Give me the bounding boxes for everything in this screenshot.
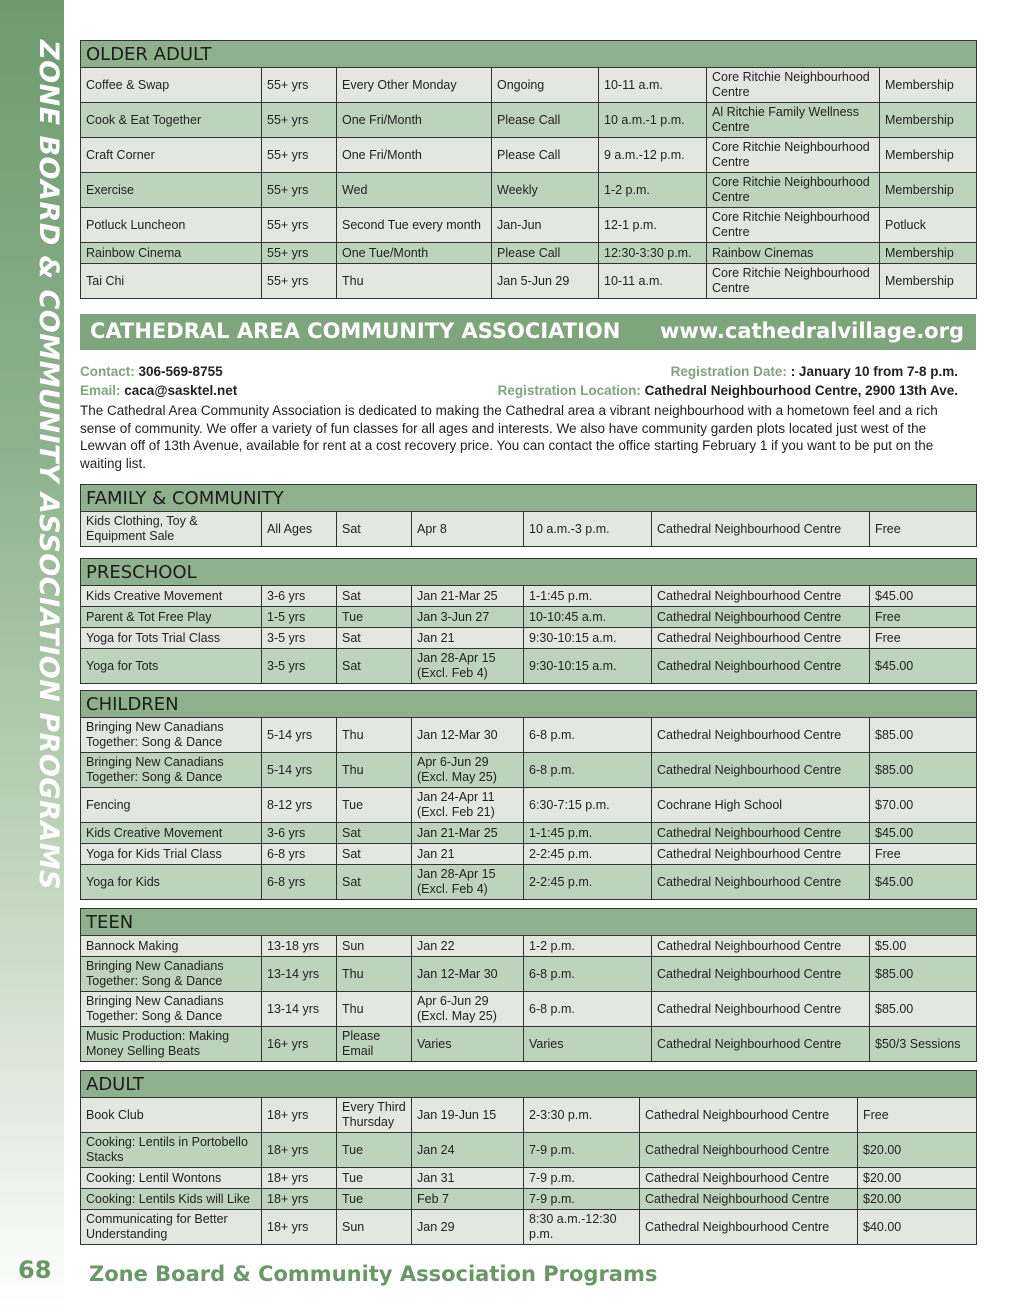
cell-age: 55+ yrs: [262, 243, 337, 264]
cell-dates: Jan 3-Jun 27: [412, 607, 524, 628]
cell-program: Cooking: Lentils Kids will Like: [81, 1189, 262, 1210]
cell-dates: Feb 7: [412, 1189, 524, 1210]
cell-dates: Jan 21-Mar 25: [412, 823, 524, 844]
cell-program: Fencing: [81, 788, 262, 823]
cell-day: Tue: [337, 788, 412, 823]
cell-time: 9:30-10:15 a.m.: [524, 628, 652, 649]
cell-fee: $20.00: [858, 1133, 977, 1168]
cell-dates: Ongoing: [492, 68, 599, 103]
cell-day: Sat: [337, 512, 412, 547]
cell-dates: Jan 12-Mar 30: [412, 957, 524, 992]
cell-location: Core Ritchie Neighbourhood Centre: [707, 173, 880, 208]
cell-age: 55+ yrs: [262, 173, 337, 208]
table-row: [81, 586, 977, 607]
cell-location: Cathedral Neighbourhood Centre: [640, 1168, 858, 1189]
cell-program: Kids Creative Movement: [81, 586, 262, 607]
cell-fee: $45.00: [870, 649, 977, 684]
email-value[interactable]: caca@sasktel.net: [124, 383, 238, 398]
cell-fee: $20.00: [858, 1168, 977, 1189]
children-heading: CHILDREN: [81, 691, 977, 718]
cell-time: 10-11 a.m.: [599, 68, 707, 103]
cell-location: Cochrane High School: [652, 788, 870, 823]
cell-fee: $5.00: [870, 936, 977, 957]
cell-age: 5-14 yrs: [262, 753, 337, 788]
cell-program: Bannock Making: [81, 936, 262, 957]
cell-day: Tue: [337, 607, 412, 628]
cell-program: Yoga for Tots Trial Class: [81, 628, 262, 649]
table-row: [81, 957, 977, 992]
footer-title: Zone Board & Community Association Programs: [89, 1262, 658, 1286]
cell-fee: $40.00: [858, 1210, 977, 1245]
cell-age: 6-8 yrs: [262, 865, 337, 900]
cell-location: Al Ritchie Family Wellness Centre: [707, 103, 880, 138]
cell-time: 6-8 p.m.: [524, 718, 652, 753]
cell-time: 2-3:30 p.m.: [524, 1098, 640, 1133]
cell-fee: $45.00: [870, 586, 977, 607]
cell-fee: Free: [858, 1098, 977, 1133]
registration-location-value: Cathedral Neighbourhood Centre, 2900 13th Ave.: [644, 383, 958, 398]
cell-program: Coffee & Swap: [81, 68, 262, 103]
cell-time: 1-2 p.m.: [524, 936, 652, 957]
cell-age: 55+ yrs: [262, 103, 337, 138]
cell-location: Core Ritchie Neighbourhood Centre: [707, 264, 880, 299]
cell-fee: $85.00: [870, 957, 977, 992]
cell-dates: Jan 22: [412, 936, 524, 957]
cell-dates: Jan 12-Mar 30: [412, 718, 524, 753]
cell-fee: $70.00: [870, 788, 977, 823]
cell-location: Cathedral Neighbourhood Centre: [652, 649, 870, 684]
cell-day: Thu: [337, 718, 412, 753]
contact-label: Contact:: [80, 364, 135, 379]
cell-location: Core Ritchie Neighbourhood Centre: [707, 138, 880, 173]
cell-location: Cathedral Neighbourhood Centre: [652, 957, 870, 992]
cell-age: 3-6 yrs: [262, 823, 337, 844]
cell-location: Core Ritchie Neighbourhood Centre: [707, 208, 880, 243]
cell-location: Cathedral Neighbourhood Centre: [652, 844, 870, 865]
cell-age: 18+ yrs: [262, 1210, 337, 1245]
cell-age: 55+ yrs: [262, 208, 337, 243]
cell-time: 7-9 p.m.: [524, 1133, 640, 1168]
cell-age: 18+ yrs: [262, 1189, 337, 1210]
cell-time: 6-8 p.m.: [524, 753, 652, 788]
cell-location: Cathedral Neighbourhood Centre: [652, 1027, 870, 1062]
cell-location: Cathedral Neighbourhood Centre: [652, 753, 870, 788]
cell-location: Cathedral Neighbourhood Centre: [652, 607, 870, 628]
cell-dates: Jan-Jun: [492, 208, 599, 243]
cell-day: Sat: [337, 586, 412, 607]
cell-dates: Jan 19-Jun 15: [412, 1098, 524, 1133]
adult-heading: ADULT: [81, 1071, 977, 1098]
cell-day: Every Third Thursday: [337, 1098, 412, 1133]
cell-program: Yoga for Kids: [81, 865, 262, 900]
cell-program: Bringing New Canadians Together: Song & Dance: [81, 753, 262, 788]
contact-line: [80, 364, 960, 379]
cell-fee: Free: [870, 512, 977, 547]
family-section: [80, 484, 976, 547]
cell-dates: Jan 28-Apr 15 (Excl. Feb 4): [412, 865, 524, 900]
cell-fee: Membership: [880, 138, 977, 173]
cell-location: Cathedral Neighbourhood Centre: [652, 586, 870, 607]
cell-program: Kids Creative Movement: [81, 823, 262, 844]
cell-dates: Jan 21-Mar 25: [412, 586, 524, 607]
cell-time: 7-9 p.m.: [524, 1189, 640, 1210]
cell-day: One Fri/Month: [337, 103, 492, 138]
cell-location: Cathedral Neighbourhood Centre: [652, 992, 870, 1027]
cell-dates: Jan 31: [412, 1168, 524, 1189]
cell-location: Cathedral Neighbourhood Centre: [652, 512, 870, 547]
association-name: CATHEDRAL AREA COMMUNITY ASSOCIATION: [90, 319, 621, 343]
cell-time: 2-2:45 p.m.: [524, 865, 652, 900]
cell-program: Cooking: Lentils in Portobello Stacks: [81, 1133, 262, 1168]
preschool-heading: PRESCHOOL: [81, 559, 977, 586]
family-table: [80, 484, 977, 547]
sidebar: [0, 0, 64, 1314]
cell-dates: Jan 24-Apr 11 (Excl. Feb 21): [412, 788, 524, 823]
table-row: [81, 1027, 977, 1062]
association-description: The Cathedral Area Community Association is dedicated to making the Cathedral area a vibrant neighbourhood with a hometown feel and a rich sense of community. We offer a variety of fun classes for all ages and interests. We also have community garden plots located just west of the Lewvan off of 13th Avenue, available for rent at a cost recovery price. You can contact the office starting February 1 if you want to be put on the waiting list.: [80, 403, 938, 471]
cell-fee: Membership: [880, 243, 977, 264]
cell-age: 6-8 yrs: [262, 844, 337, 865]
cell-day: Thu: [337, 957, 412, 992]
table-row: [81, 1133, 977, 1168]
cell-fee: $45.00: [870, 865, 977, 900]
cell-program: Book Club: [81, 1098, 262, 1133]
sidebar-title: ZONE BOARD & COMMUNITY ASSOCIATION PROGRAMS: [33, 40, 64, 890]
cell-time: 9 a.m.-12 p.m.: [599, 138, 707, 173]
cell-day: Thu: [337, 753, 412, 788]
cell-program: Cooking: Lentil Wontons: [81, 1168, 262, 1189]
cell-dates: Apr 6-Jun 29 (Excl. May 25): [412, 992, 524, 1027]
cell-program: Yoga for Tots: [81, 649, 262, 684]
cell-dates: Jan 28-Apr 15 (Excl. Feb 4): [412, 649, 524, 684]
cell-time: 1-2 p.m.: [599, 173, 707, 208]
cell-program: Tai Chi: [81, 264, 262, 299]
cell-fee: $85.00: [870, 718, 977, 753]
cell-location: Cathedral Neighbourhood Centre: [652, 628, 870, 649]
cell-day: Sun: [337, 936, 412, 957]
table-row: [81, 1098, 977, 1133]
table-row: [81, 68, 977, 103]
table-row: [81, 753, 977, 788]
table-row: [81, 628, 977, 649]
cell-age: 13-14 yrs: [262, 992, 337, 1027]
cell-fee: Membership: [880, 173, 977, 208]
cell-age: 3-5 yrs: [262, 628, 337, 649]
cell-age: 3-5 yrs: [262, 649, 337, 684]
cell-day: Sun: [337, 1210, 412, 1245]
cell-location: Cathedral Neighbourhood Centre: [652, 718, 870, 753]
older-adult-table: [80, 40, 977, 299]
cell-dates: Apr 8: [412, 512, 524, 547]
table-row: [81, 823, 977, 844]
cell-program: Yoga for Kids Trial Class: [81, 844, 262, 865]
cell-program: Craft Corner: [81, 138, 262, 173]
cell-time: 2-2:45 p.m.: [524, 844, 652, 865]
cell-location: Cathedral Neighbourhood Centre: [652, 865, 870, 900]
cell-age: 13-14 yrs: [262, 957, 337, 992]
cell-location: Cathedral Neighbourhood Centre: [640, 1098, 858, 1133]
cell-age: 18+ yrs: [262, 1168, 337, 1189]
cell-day: One Fri/Month: [337, 138, 492, 173]
cell-program: Kids Clothing, Toy & Equipment Sale: [81, 512, 262, 547]
cell-location: Cathedral Neighbourhood Centre: [652, 823, 870, 844]
cell-day: Please Email: [337, 1027, 412, 1062]
table-row: [81, 1210, 977, 1245]
cell-age: 55+ yrs: [262, 68, 337, 103]
cell-age: 1-5 yrs: [262, 607, 337, 628]
cell-time: 6-8 p.m.: [524, 957, 652, 992]
table-row: [81, 173, 977, 208]
adult-section: [80, 1070, 976, 1245]
cell-location: Cathedral Neighbourhood Centre: [640, 1210, 858, 1245]
cell-dates: Weekly: [492, 173, 599, 208]
cell-day: Wed: [337, 173, 492, 208]
cell-age: 16+ yrs: [262, 1027, 337, 1062]
cell-time: 10-10:45 a.m.: [524, 607, 652, 628]
cell-time: 10 a.m.-3 p.m.: [524, 512, 652, 547]
cell-age: 55+ yrs: [262, 138, 337, 173]
cell-time: 6:30-7:15 p.m.: [524, 788, 652, 823]
adult-table: [80, 1070, 977, 1245]
cell-age: All Ages: [262, 512, 337, 547]
teen-heading: TEEN: [81, 909, 977, 936]
cell-program: Exercise: [81, 173, 262, 208]
family-heading: FAMILY & COMMUNITY: [81, 485, 977, 512]
cell-day: Tue: [337, 1189, 412, 1210]
cell-day: Second Tue every month: [337, 208, 492, 243]
cell-time: 12:30-3:30 p.m.: [599, 243, 707, 264]
cell-time: 7-9 p.m.: [524, 1168, 640, 1189]
table-row: [81, 788, 977, 823]
older-adult-heading: OLDER ADULT: [81, 41, 977, 68]
cell-dates: Jan 5-Jun 29: [492, 264, 599, 299]
association-website[interactable]: www.cathedralvillage.org: [660, 319, 964, 343]
table-row: [81, 512, 977, 547]
cell-program: Cook & Eat Together: [81, 103, 262, 138]
cell-dates: Please Call: [492, 243, 599, 264]
cell-age: 55+ yrs: [262, 264, 337, 299]
cell-program: Bringing New Canadians Together: Song & Dance: [81, 992, 262, 1027]
contact-value: 306-569-8755: [138, 364, 223, 379]
registration-date-value: : January 10 from 7-8 p.m.: [790, 364, 958, 379]
cell-dates: Jan 29: [412, 1210, 524, 1245]
cell-location: Core Ritchie Neighbourhood Centre: [707, 68, 880, 103]
cell-age: 3-6 yrs: [262, 586, 337, 607]
preschool-section: [80, 558, 976, 684]
cell-age: 5-14 yrs: [262, 718, 337, 753]
cell-fee: Membership: [880, 68, 977, 103]
registration-location-label: Registration Location:: [497, 383, 641, 398]
cell-time: 8:30 a.m.-12:30 p.m.: [524, 1210, 640, 1245]
cell-day: Sat: [337, 628, 412, 649]
cell-fee: Free: [870, 607, 977, 628]
cell-day: Sat: [337, 865, 412, 900]
table-row: [81, 936, 977, 957]
teen-table: [80, 908, 977, 1062]
cell-dates: Apr 6-Jun 29 (Excl. May 25): [412, 753, 524, 788]
cell-time: 1-1:45 p.m.: [524, 586, 652, 607]
cell-program: Potluck Luncheon: [81, 208, 262, 243]
cell-time: Varies: [524, 1027, 652, 1062]
table-row: [81, 865, 977, 900]
table-row: [81, 1189, 977, 1210]
cell-location: Cathedral Neighbourhood Centre: [640, 1189, 858, 1210]
cell-dates: Varies: [412, 1027, 524, 1062]
children-section: [80, 690, 976, 900]
cell-time: 9:30-10:15 a.m.: [524, 649, 652, 684]
cell-program: Bringing New Canadians Together: Song & Dance: [81, 718, 262, 753]
table-row: [81, 138, 977, 173]
cell-fee: Free: [870, 628, 977, 649]
association-banner: [80, 314, 976, 350]
table-row: [81, 1168, 977, 1189]
cell-fee: $20.00: [858, 1189, 977, 1210]
table-row: [81, 103, 977, 138]
table-row: [81, 844, 977, 865]
preschool-table: [80, 558, 977, 684]
cell-fee: Potluck: [880, 208, 977, 243]
cell-time: 6-8 p.m.: [524, 992, 652, 1027]
cell-fee: $85.00: [870, 753, 977, 788]
cell-fee: Membership: [880, 264, 977, 299]
cell-day: Tue: [337, 1168, 412, 1189]
cell-fee: Free: [870, 844, 977, 865]
cell-location: Rainbow Cinemas: [707, 243, 880, 264]
email-line: [80, 383, 960, 398]
cell-age: 8-12 yrs: [262, 788, 337, 823]
cell-program: Rainbow Cinema: [81, 243, 262, 264]
table-row: [81, 243, 977, 264]
cell-day: Thu: [337, 264, 492, 299]
cell-dates: Please Call: [492, 138, 599, 173]
cell-fee: $85.00: [870, 992, 977, 1027]
older-adult-section: [80, 40, 976, 299]
table-row: [81, 264, 977, 299]
table-row: [81, 649, 977, 684]
cell-fee: $45.00: [870, 823, 977, 844]
cell-time: 1-1:45 p.m.: [524, 823, 652, 844]
cell-day: Thu: [337, 992, 412, 1027]
cell-dates: Jan 21: [412, 628, 524, 649]
table-row: [81, 208, 977, 243]
cell-day: One Tue/Month: [337, 243, 492, 264]
cell-age: 18+ yrs: [262, 1098, 337, 1133]
registration-date-label: Registration Date:: [670, 364, 787, 379]
cell-dates: Please Call: [492, 103, 599, 138]
cell-day: Tue: [337, 1133, 412, 1168]
teen-section: [80, 908, 976, 1062]
cell-location: Cathedral Neighbourhood Centre: [640, 1133, 858, 1168]
cell-day: Every Other Monday: [337, 68, 492, 103]
cell-day: Sat: [337, 844, 412, 865]
table-row: [81, 607, 977, 628]
cell-day: Sat: [337, 649, 412, 684]
cell-time: 10-11 a.m.: [599, 264, 707, 299]
page-number: 68: [18, 1256, 52, 1284]
table-row: [81, 992, 977, 1027]
email-label: Email:: [80, 383, 121, 398]
cell-day: Sat: [337, 823, 412, 844]
cell-time: 12-1 p.m.: [599, 208, 707, 243]
cell-dates: Jan 21: [412, 844, 524, 865]
cell-program: Parent & Tot Free Play: [81, 607, 262, 628]
cell-dates: Jan 24: [412, 1133, 524, 1168]
cell-location: Cathedral Neighbourhood Centre: [652, 936, 870, 957]
cell-program: Bringing New Canadians Together: Song & Dance: [81, 957, 262, 992]
cell-program: Communicating for Better Understanding: [81, 1210, 262, 1245]
cell-age: 13-18 yrs: [262, 936, 337, 957]
cell-fee: $50/3 Sessions: [870, 1027, 977, 1062]
cell-age: 18+ yrs: [262, 1133, 337, 1168]
cell-fee: Membership: [880, 103, 977, 138]
table-row: [81, 718, 977, 753]
children-table: [80, 690, 977, 900]
cell-time: 10 a.m.-1 p.m.: [599, 103, 707, 138]
cell-program: Music Production: Making Money Selling Beats: [81, 1027, 262, 1062]
